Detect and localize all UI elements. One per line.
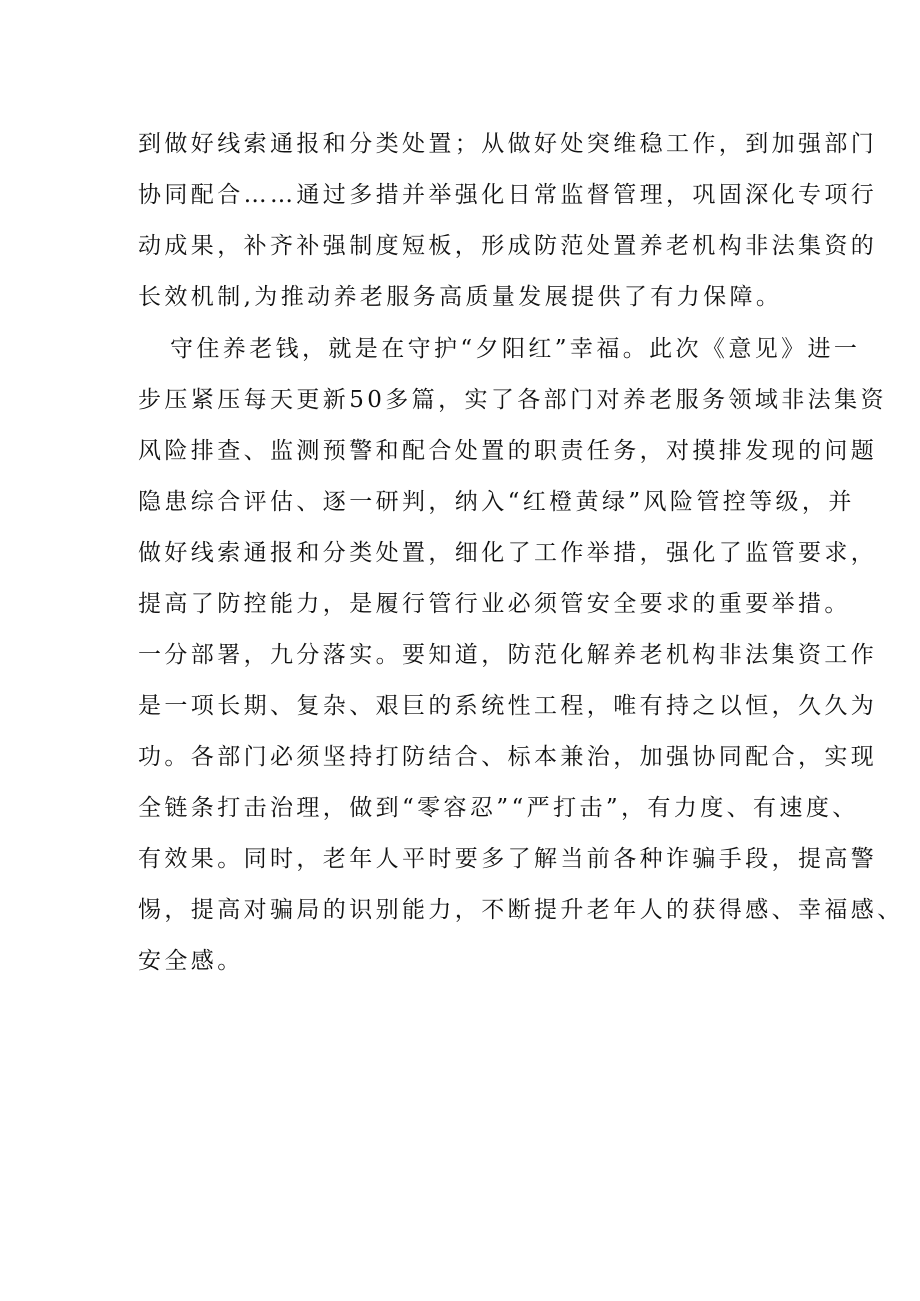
paragraph-line: 协同配合……通过多措并举强化日常监督管理，巩固深化专项行 <box>138 182 878 208</box>
paragraph-line: 隐患综合评估、逐一研判，纳入“红橙黄绿”风险管控等级，并 <box>138 489 855 515</box>
paragraph-line: 守住养老钱，就是在守护“夕阳红”幸福。此次《意见》进一 <box>170 336 861 362</box>
paragraph-line: 惕，提高对骗局的识别能力，不断提升老年人的获得感、幸福感、 <box>138 897 904 923</box>
paragraph-line: 动成果，补齐补强制度短板，形成防范处置养老机构非法集资的 <box>138 233 878 259</box>
paragraph-line: 一分部署，九分落实。要知道，防范化解养老机构非法集资工作 <box>138 642 878 668</box>
paragraph-line: 有效果。同时，老年人平时要多了解当前各种诈骗手段，提高警 <box>138 846 878 872</box>
paragraph-line: 功。各部门必须坚持打防结合、标本兼治，加强协同配合，实现 <box>138 744 878 770</box>
paragraph-line: 安全感。 <box>138 948 244 974</box>
paragraph-line: 长效机制,为推动养老服务高质量发展提供了有力保障。 <box>138 284 783 310</box>
paragraph-line: 步压紧压每天更新50多篇，实了各部门对养老服务领域非法集资 <box>138 387 887 413</box>
paragraph-line: 风险排查、监测预警和配合处置的职责任务，对摸排发现的问题 <box>138 438 878 464</box>
paragraph-line: 提高了防控能力，是履行管行业必须管安全要求的重要举措。 <box>138 591 851 617</box>
paragraph-line: 做好线索通报和分类处置，细化了工作举措，强化了监管要求， <box>138 540 878 566</box>
paragraph-line: 是一项长期、复杂、艰巨的系统性工程，唯有持之以恒，久久为 <box>138 693 878 719</box>
paragraph-line: 全链条打击治理，做到“零容忍”“严打击”，有力度、有速度、 <box>138 795 859 821</box>
paragraph-line: 到做好线索通报和分类处置；从做好处突维稳工作，到加强部门 <box>138 131 878 157</box>
